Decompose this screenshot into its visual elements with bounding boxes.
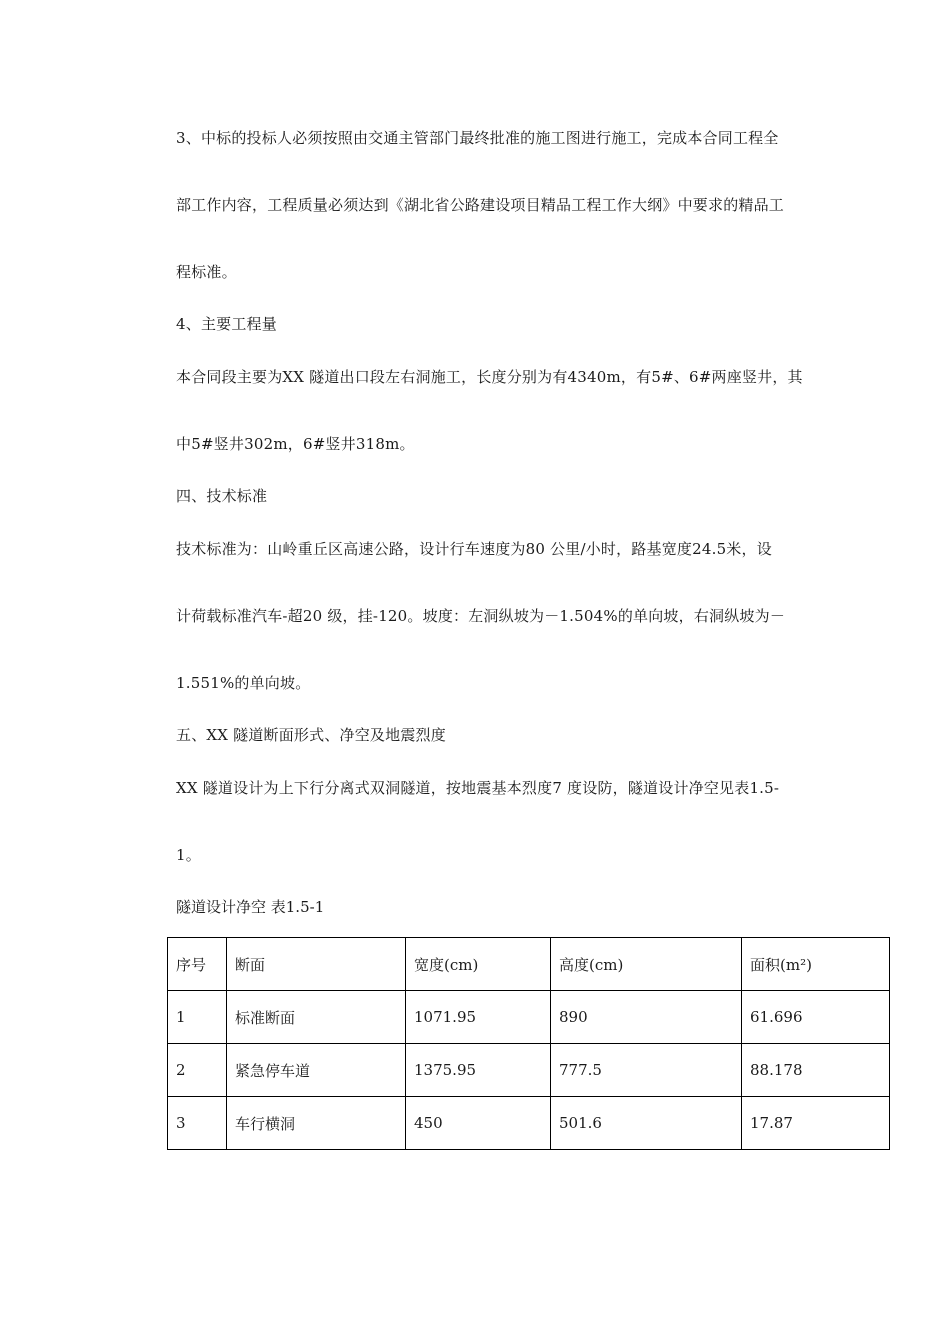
table-cell: 777.5 xyxy=(551,1044,742,1097)
table-cell: 88.178 xyxy=(742,1044,890,1097)
paragraph-line: 部工作内容，工程质量必须达到《湖北省公路建设项目精品工程工作大纲》中要求的精品工 xyxy=(176,196,785,214)
table-cell: 17.87 xyxy=(742,1097,890,1150)
table-cell: 2 xyxy=(168,1044,227,1097)
paragraph-line: 3、中标的投标人必须按照由交通主管部门最终批准的施工图进行施工，完成本合同工程全 xyxy=(176,129,779,147)
header-cell: 面积(m²) xyxy=(742,938,890,991)
table-cell: 1375.95 xyxy=(406,1044,551,1097)
paragraph-line: 中5#竖井302m，6#竖井318m。 xyxy=(176,435,415,453)
paragraph-line: XX 隧道设计为上下行分离式双洞隧道，按地震基本烈度7 度设防，隧道设计净空见表1.5- xyxy=(176,779,780,797)
table-cell: 紧急停车道 xyxy=(227,1044,406,1097)
table-cell: 1071.95 xyxy=(406,991,551,1044)
paragraph-line: 技术标准为：山岭重丘区高速公路，设计行车速度为80 公里/小时，路基宽度24.5米，设 xyxy=(176,540,772,558)
table-caption: 隧道设计净空 表1.5-1 xyxy=(176,898,325,916)
table-cell: 61.696 xyxy=(742,991,890,1044)
tunnel-clearance-table xyxy=(167,937,890,1150)
paragraph-line: 本合同段主要为XX 隧道出口段左右洞施工，长度分别为有4340m，有5#、6#两座竖井，其 xyxy=(176,368,803,386)
header-cell: 序号 xyxy=(168,938,227,991)
paragraph-line: 计荷载标准汽车-超20 级，挂-120。坡度：左洞纵坡为－1.504%的单向坡，右洞纵坡为－ xyxy=(176,607,786,625)
table-row xyxy=(168,1044,890,1097)
table-row xyxy=(168,991,890,1044)
header-cell: 宽度(cm) xyxy=(406,938,551,991)
section-heading: 五、XX 隧道断面形式、净空及地震烈度 xyxy=(176,726,446,744)
table-cell: 3 xyxy=(168,1097,227,1150)
table-cell: 1 xyxy=(168,991,227,1044)
table-cell: 车行横洞 xyxy=(227,1097,406,1150)
paragraph-line: 程标准。 xyxy=(176,263,237,281)
paragraph-line: 1.551%的单向坡。 xyxy=(176,674,311,692)
table-cell: 450 xyxy=(406,1097,551,1150)
table-cell: 标准断面 xyxy=(227,991,406,1044)
table-cell: 501.6 xyxy=(551,1097,742,1150)
section-heading: 4、主要工程量 xyxy=(176,315,277,333)
section-heading: 四、技术标准 xyxy=(176,487,268,505)
table-header-row xyxy=(168,938,890,991)
table-cell: 890 xyxy=(551,991,742,1044)
paragraph-line: 1。 xyxy=(176,846,201,864)
header-cell: 高度(cm) xyxy=(551,938,742,991)
header-cell: 断面 xyxy=(227,938,406,991)
table-row xyxy=(168,1097,890,1150)
